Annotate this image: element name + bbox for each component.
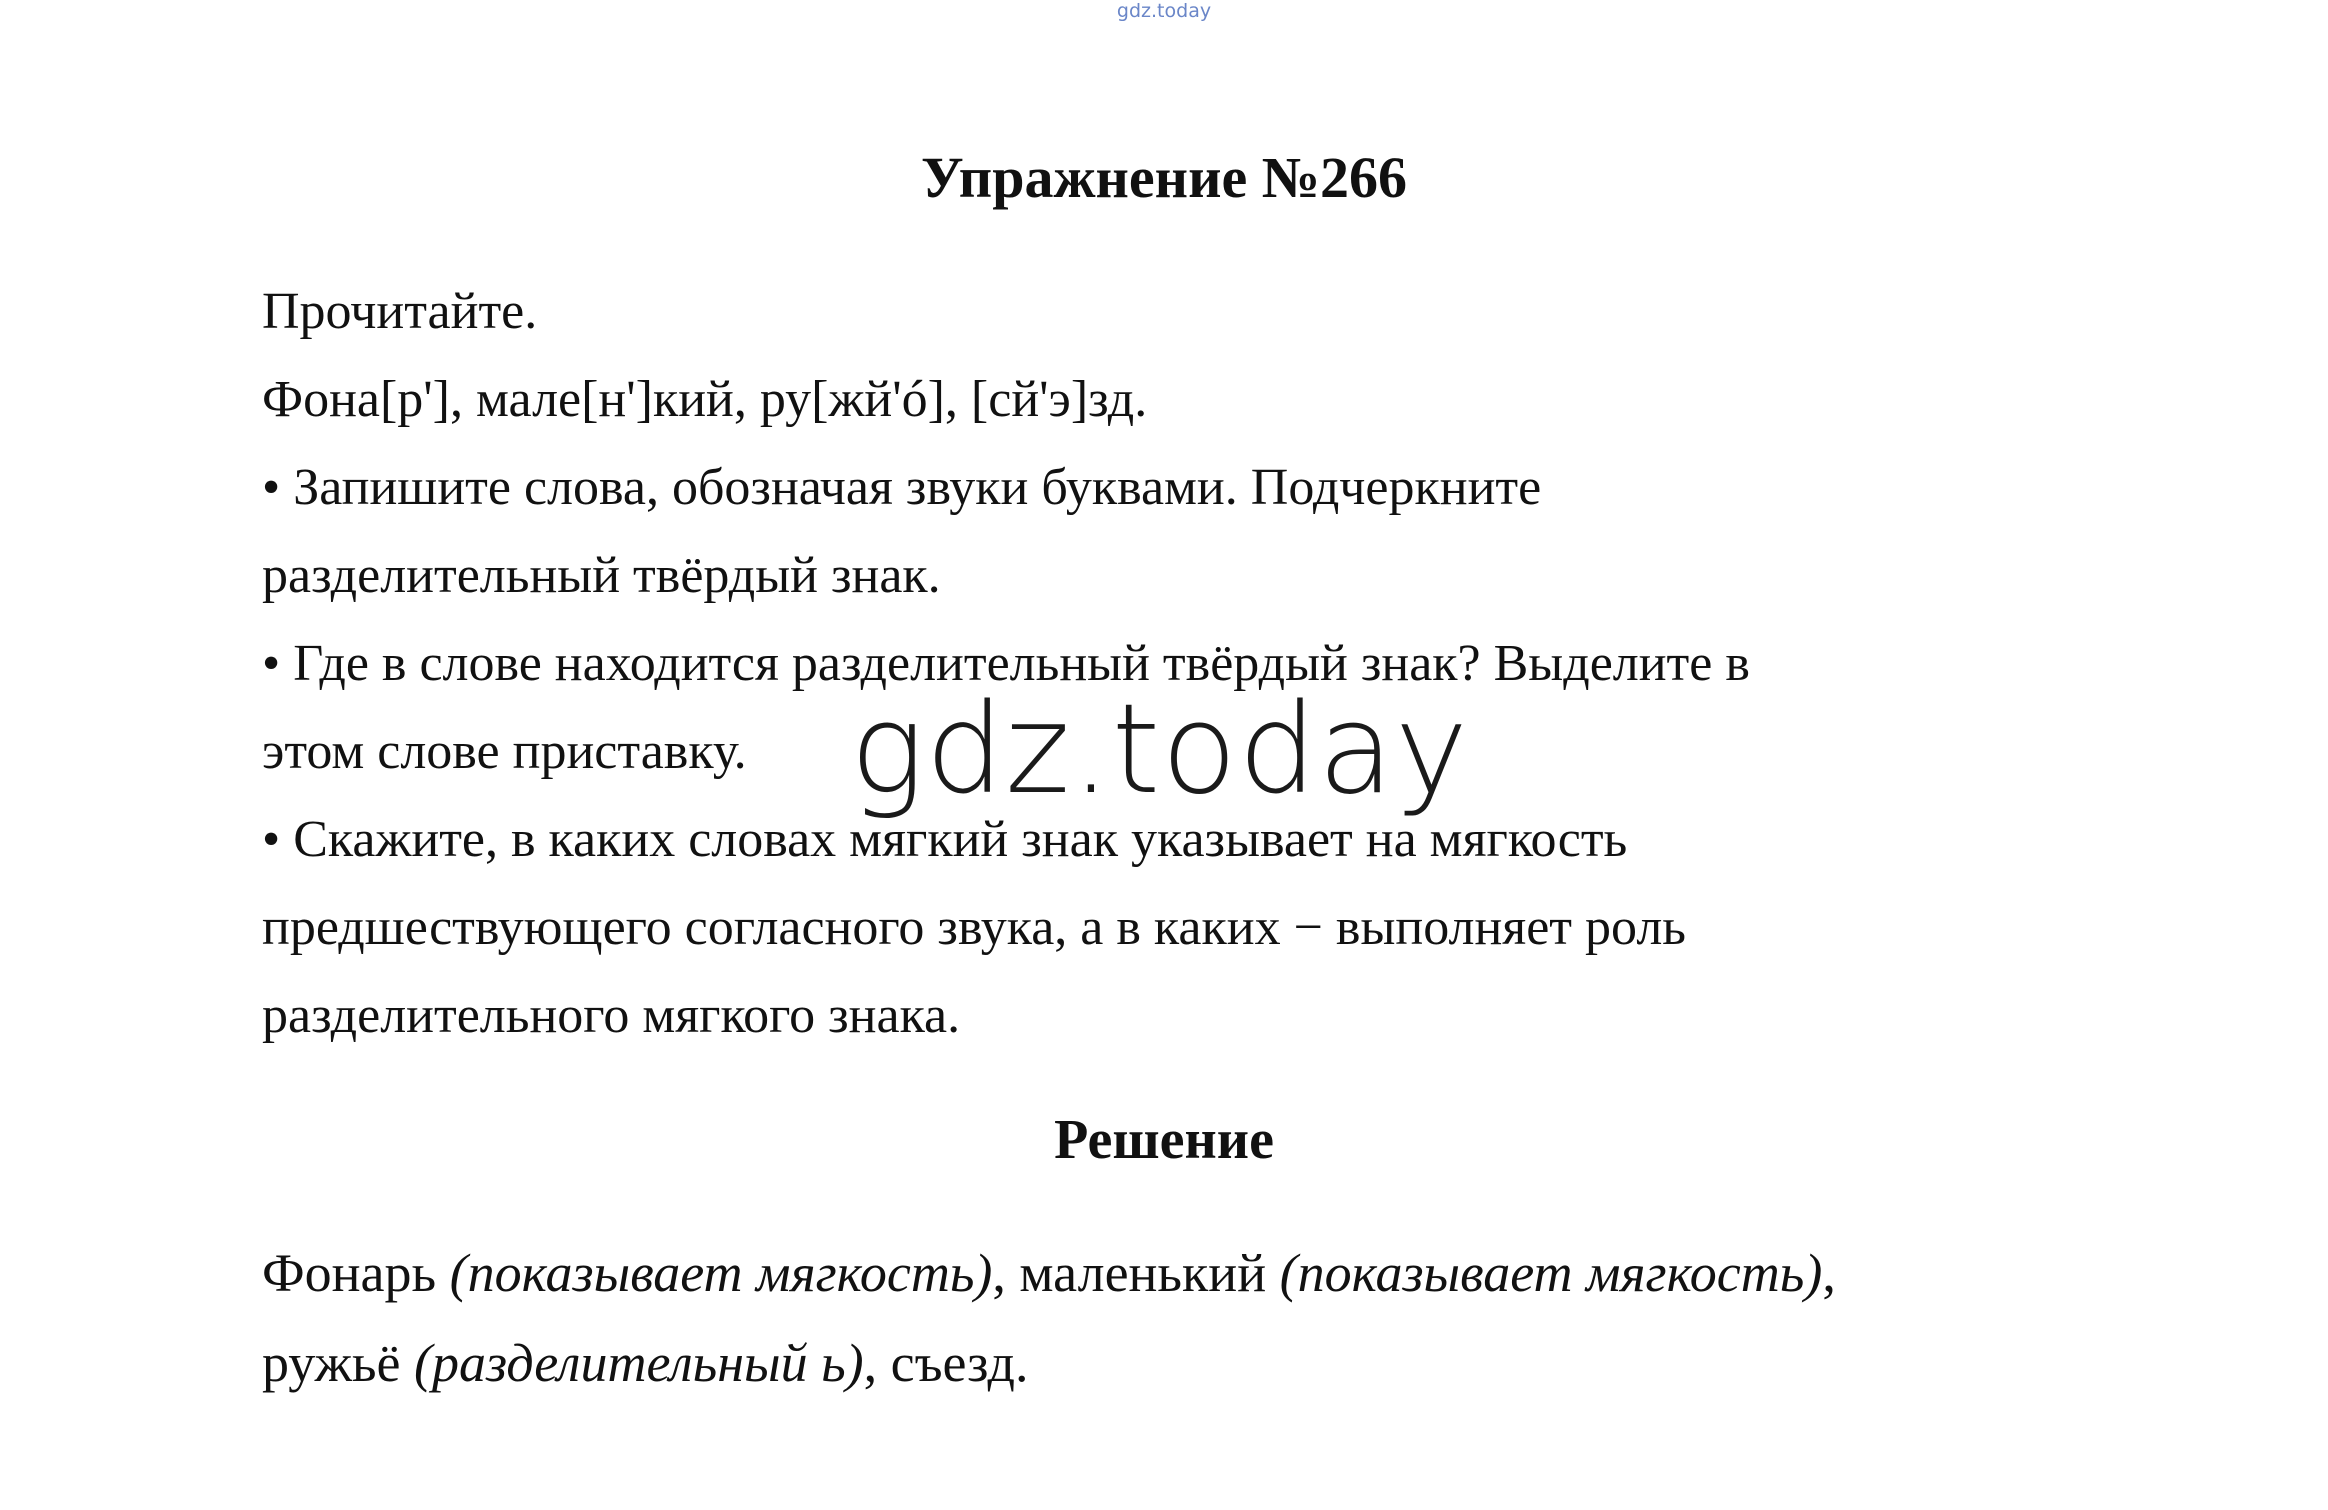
task-instruction: Прочитайте. xyxy=(262,283,538,340)
answer-word-fonar: Фонарь xyxy=(262,1243,437,1303)
task-bullet-1-line-2: разделительный твёрдый знак. xyxy=(262,547,941,604)
page-title: Упражнение №266 xyxy=(920,145,1408,210)
answer-comma: , xyxy=(1822,1243,1836,1303)
center-watermark: gdz.today xyxy=(850,678,1470,822)
solution-heading: Решение xyxy=(1054,1109,1274,1171)
answer-note-3: (разделительный ь) xyxy=(413,1333,864,1393)
task-bullet-2-line-2: этом слове приставку. xyxy=(262,723,747,780)
answer-word-malenkiy: , маленький xyxy=(992,1243,1267,1303)
top-watermark: gdz.today xyxy=(1116,0,1212,22)
task-transcription: Фона[р'], мале[н']кий, ру[жй'ó], [сй'э]зд. xyxy=(262,371,1148,428)
task-block xyxy=(262,268,2112,1060)
answer-note-2: (показывает мягкость) xyxy=(1279,1243,1823,1303)
answer-line-2 xyxy=(262,1318,2112,1408)
answer-line-1 xyxy=(262,1228,2112,1318)
task-bullet-1-line-1: • Запишите слова, обозначая звуки буквами. Подчеркните xyxy=(262,459,1542,516)
task-bullet-3-line-1: • Скажите, в каких словах мягкий знак указывает на мягкость xyxy=(262,811,1628,868)
task-bullet-2-line-1: • Где в слове находится разделительный твёрдый знак? Выделите в xyxy=(262,635,1750,692)
task-bullet-3-line-2: предшествующего согласного звука, а в каких − выполняет роль xyxy=(262,899,1687,956)
answer-word-syezd: , съезд. xyxy=(863,1333,1029,1393)
task-bullet-3-line-3: разделительного мягкого знака. xyxy=(262,987,961,1044)
answer-note-1: (показывает мягкость) xyxy=(449,1243,993,1303)
solution-answer xyxy=(262,1228,2112,1408)
answer-word-ruzhyo: ружьё xyxy=(262,1333,401,1393)
